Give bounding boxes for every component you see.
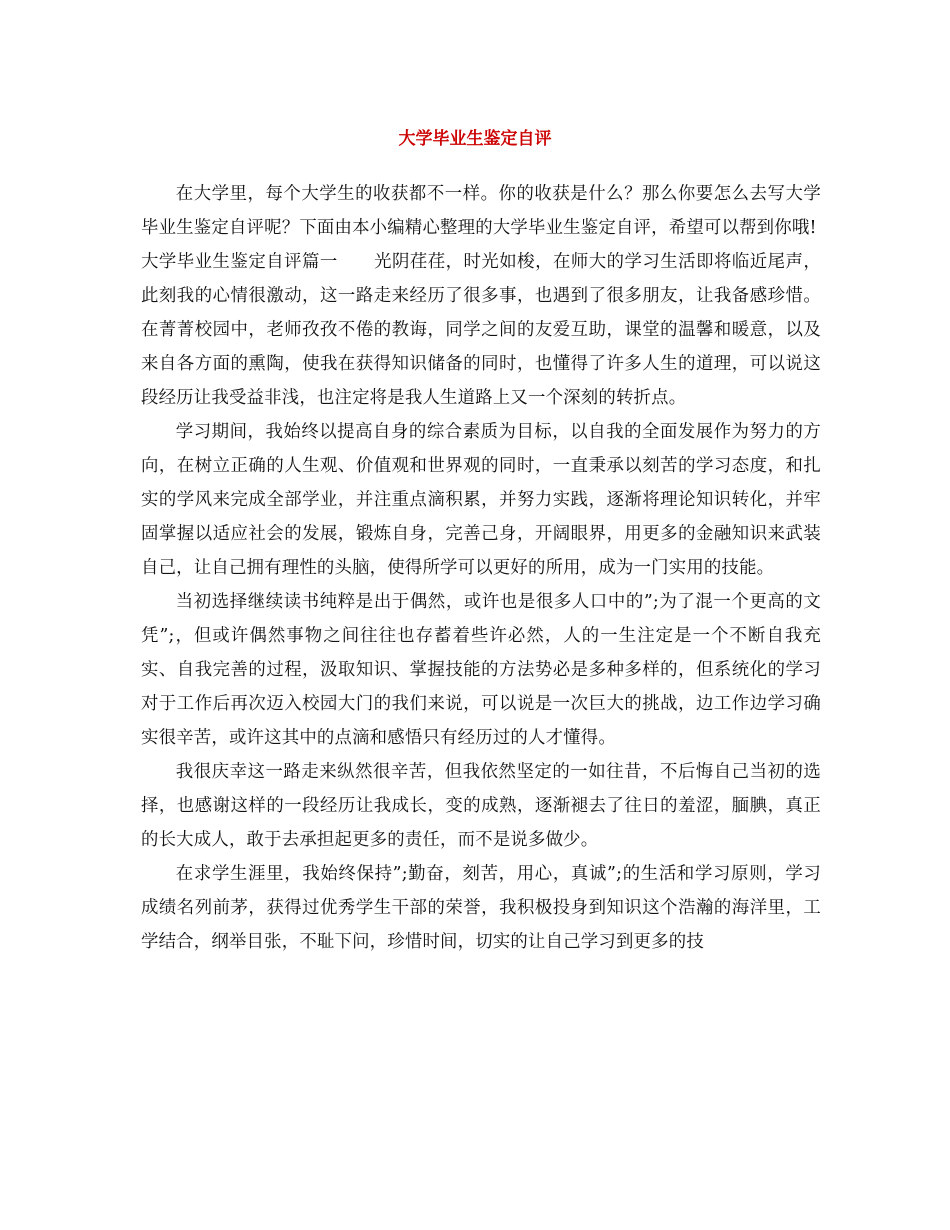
section-lead-text: 光阴荏荏，时光如梭，在师大的学习生活即将临近尾声，此刻我的心情很激动，这一路走来经历了很多事，也遇到了很多朋友，让我备感珍惜。在菁菁校园中，老师孜孜不倦的教诲，同学之间的友爱互助，课堂的温馨和暖意，以及来自各方面的熏陶，使我在获得知识储备的同时，也懂得了许多人生的道理，可以说这段经历让我受益非浅，也注定将是我人生道路上又一个深刻的转折点。 <box>141 252 821 408</box>
section-heading: 大学毕业生鉴定自评篇一 <box>141 252 338 272</box>
body-paragraph: 在求学生涯里，我始终保持”;勤奋，刻苦，用心，真诚”;的生活和学习原则，学习成绩名列前茅，获得过优秀学生干部的荣誉，我积极投身到知识这个浩瀚的海洋里，工学结合，纲举目张，不耻下问，珍惜时间，切实的让自己学习到更多的技 <box>141 864 821 952</box>
intro-paragraph: 在大学里，每个大学生的收获都不一样。你的收获是什么？那么你要怎么去写大学毕业生鉴定自评呢？下面由本小编精心整理的大学毕业生鉴定自评，希望可以帮到你哦! <box>141 184 821 238</box>
section-paragraph <box>141 245 821 415</box>
document-title: 大学毕业生鉴定自评 <box>398 129 552 149</box>
body-paragraph: 当初选择继续读书纯粹是出于偶然，或许也是很多人口中的”;为了混一个更高的文凭”;，但或许偶然事物之间往往也存蓄着些许必然，人的一生注定是一个不断自我充实、自我完善的过程，汲取知识、掌握技能的方法势必是多种多样的，但系统化的学习对于工作后再次迈入校园大门的我们来说，可以说是一次巨大的挑战，边工作边学习确实很辛苦，或许这其中的点滴和感悟只有经历过的人才懂得。 <box>141 592 821 748</box>
document-body <box>141 177 821 959</box>
body-paragraph: 学习期间，我始终以提高自身的综合素质为目标，以自我的全面发展作为努力的方向，在树立正确的人生观、价值观和世界观的同时，一直秉承以刻苦的学习态度，和扎实的学风来完成全部学业，并注重点滴积累，并努力实践，逐渐将理论知识转化，并牢固掌握以适应社会的发展，锻炼自身，完善己身，开阔眼界，用更多的金融知识来武装自己，让自己拥有理性的头脑，使得所学可以更好的所用，成为一门实用的技能。 <box>141 422 821 578</box>
body-paragraph: 我很庆幸这一路走来纵然很辛苦，但我依然坚定的一如往昔，不后悔自己当初的选择，也感谢这样的一段经历让我成长，变的成熟，逐渐褪去了往日的羞涩，腼腆，真正的长大成人，敢于去承担起更多的责任，而不是说多做少。 <box>141 762 821 850</box>
